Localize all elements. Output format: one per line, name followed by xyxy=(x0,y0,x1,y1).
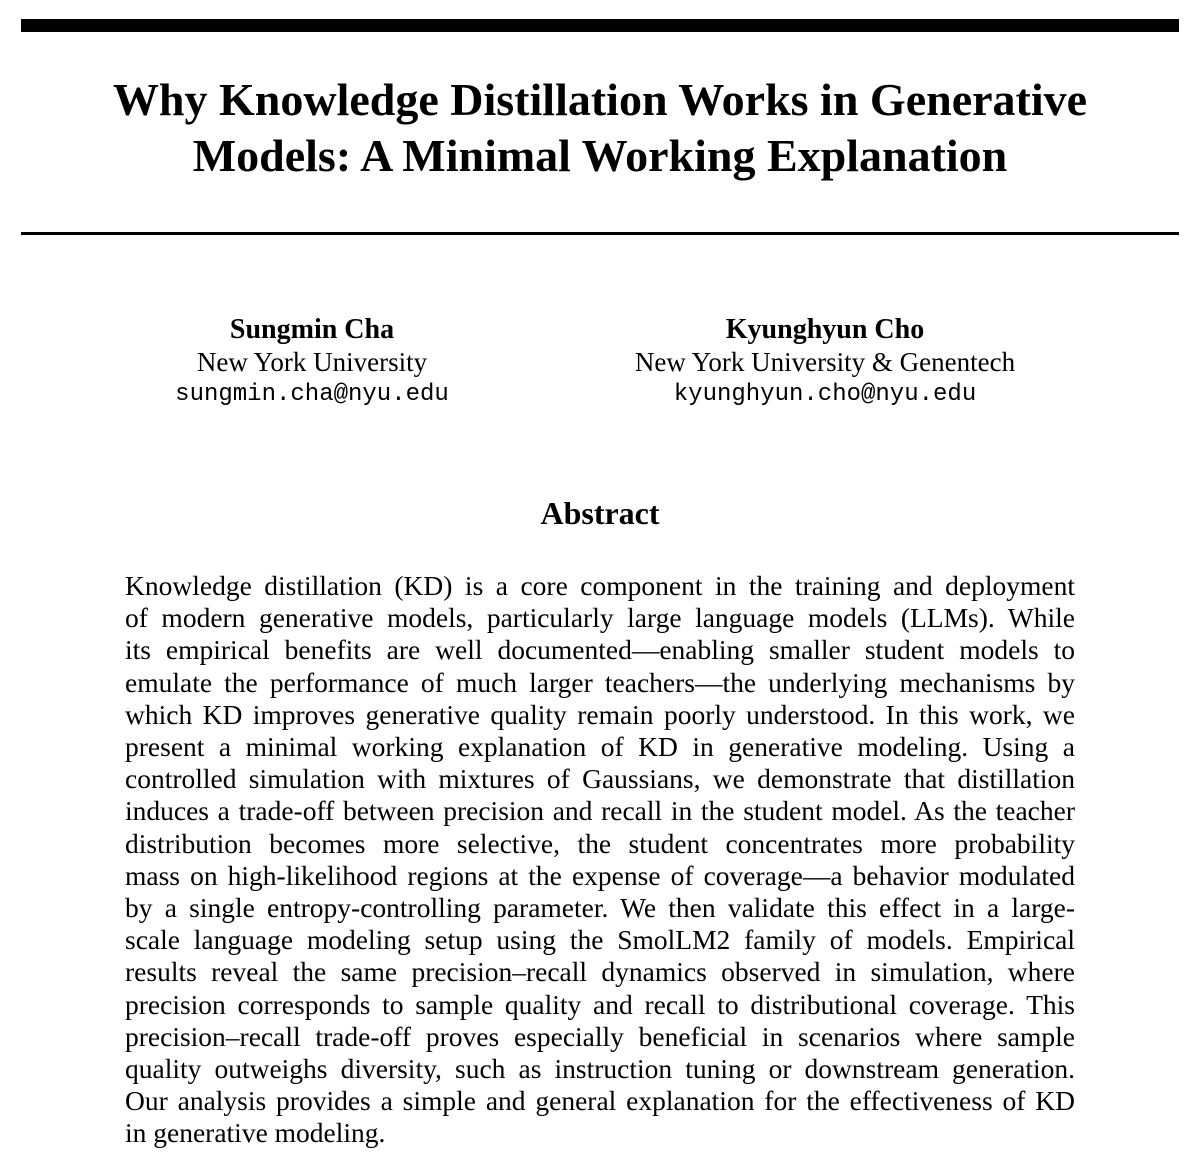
author-affiliation: New York University xyxy=(196,347,428,377)
abstract-line: by a single entropy-controlling parameter. We then validate this effect in a large- xyxy=(125,892,1075,924)
author-block-1 xyxy=(52,314,572,412)
abstract-line: of modern generative models, particularly large language models (LLMs). While xyxy=(125,602,1075,634)
abstract-line: mass on high-likelihood regions at the expense of coverage—a behavior modulated xyxy=(125,859,1075,891)
abstract-line: its empirical benefits are well documented—enabling smaller student models to xyxy=(125,634,1075,666)
paper-title xyxy=(0,72,1200,184)
abstract-line: distribution becomes more selective, the student concentrates more probability xyxy=(125,827,1075,859)
abstract-body xyxy=(125,570,1075,1150)
author-block-2 xyxy=(565,314,1085,412)
author-email: kyunghyun.cho@nyu.edu xyxy=(673,381,977,408)
abstract-line: present a minimal working explanation of KD in generative modeling. Using a xyxy=(125,731,1075,763)
paper-title-line-2: Models: A Minimal Working Explanation xyxy=(192,130,1008,181)
abstract-line: quality outweighs diversity, such as instruction tuning or downstream generation. xyxy=(125,1053,1075,1085)
bottom-rule xyxy=(21,232,1179,235)
author-name: Sungmin Cha xyxy=(229,314,395,345)
abstract-line: emulate the performance of much larger teachers—the underlying mechanisms by xyxy=(125,666,1075,698)
author-affiliation: New York University & Genentech xyxy=(634,347,1016,377)
abstract-line: precision corresponds to sample quality and recall to distributional coverage. This xyxy=(125,988,1075,1020)
top-rule xyxy=(21,19,1179,32)
abstract-line: induces a trade-off between precision and recall in the student model. As the teacher xyxy=(125,795,1075,827)
abstract-line: precision–recall trade-off proves especially beneficial in scenarios where sample xyxy=(125,1020,1075,1052)
abstract-line: results reveal the same precision–recall dynamics observed in simulation, where xyxy=(125,956,1075,988)
paper-title-line-1: Why Knowledge Distillation Works in Generative xyxy=(112,74,1088,125)
abstract-line: in generative modeling. xyxy=(125,1117,386,1149)
author-name: Kyunghyun Cho xyxy=(725,314,925,345)
abstract-line: Our analysis provides a simple and general explanation for the effectiveness of KD xyxy=(125,1085,1075,1117)
abstract-line: Knowledge distillation (KD) is a core component in the training and deployment xyxy=(125,570,1075,601)
author-email: sungmin.cha@nyu.edu xyxy=(175,381,449,408)
abstract-line: scale language modeling setup using the SmolLM2 family of models. Empirical xyxy=(125,924,1075,956)
abstract-heading: Abstract xyxy=(540,495,660,531)
abstract-line: which KD improves generative quality remain poorly understood. In this work, we xyxy=(125,698,1075,730)
abstract-line: controlled simulation with mixtures of Gaussians, we demonstrate that distillation xyxy=(125,763,1075,795)
